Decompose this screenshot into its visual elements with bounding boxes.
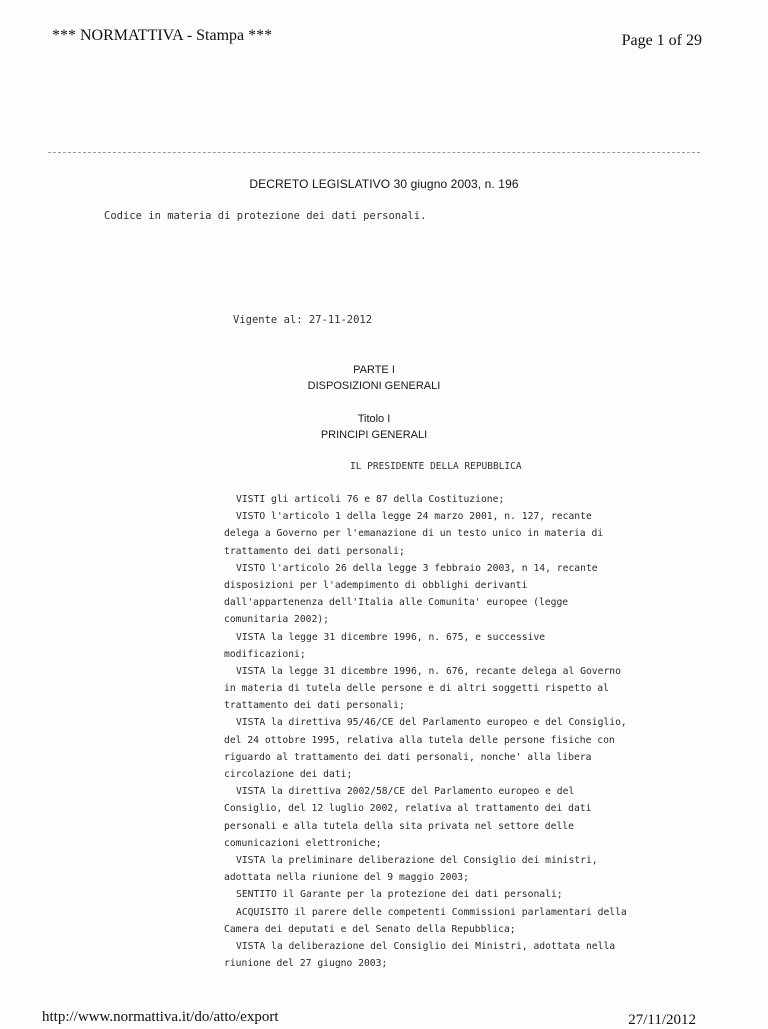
parte-label: PARTE I bbox=[353, 364, 395, 376]
text-line: trattamento dei dati personali; bbox=[224, 545, 405, 557]
preamble-text bbox=[224, 491, 682, 972]
decree-subtitle: Codice in materia di protezione dei dati personali. bbox=[104, 210, 427, 222]
print-header-title: *** NORMATTIVA - Stampa *** bbox=[52, 27, 273, 44]
text-line: SENTITO il Garante per la protezione dei dati personali; bbox=[236, 889, 563, 901]
text-line: trattamento dei dati personali; bbox=[224, 700, 405, 712]
text-line: VISTA la deliberazione del Consiglio dei Ministri, adottata nella bbox=[236, 940, 616, 952]
text-line: modificazioni; bbox=[224, 648, 306, 660]
text-line: dall'appartenenza dell'Italia alle Comunita' europee (legge bbox=[224, 597, 569, 609]
text-line: comunicazioni elettroniche; bbox=[224, 837, 382, 849]
text-line: VISTA la legge 31 dicembre 1996, n. 676, recante delega al Governo bbox=[236, 665, 621, 677]
text-line: VISTO l'articolo 1 della legge 24 marzo 2001, n. 127, recante bbox=[236, 511, 592, 523]
print-date: 27/11/2012 bbox=[628, 1012, 696, 1028]
text-line: del 24 ottobre 1995, relativa alla tutela delle persone fisiche con bbox=[224, 734, 615, 746]
text-line: VISTA la direttiva 95/46/CE del Parlamento europeo e del Consiglio, bbox=[236, 717, 627, 729]
text-line: VISTA la preliminare deliberazione del Consiglio dei ministri, bbox=[236, 854, 598, 866]
vigente-date: Vigente al: 27-11-2012 bbox=[233, 314, 373, 326]
text-line: disposizioni per l'adempimento di obblighi derivanti bbox=[224, 579, 528, 591]
titolo-heading bbox=[292, 411, 456, 443]
decree-title: DECRETO LEGISLATIVO 30 giugno 2003, n. 196 bbox=[249, 177, 519, 191]
text-line: comunitaria 2002); bbox=[224, 614, 329, 626]
parte-heading bbox=[292, 362, 456, 394]
text-line: VISTA la legge 31 dicembre 1996, n. 675, e successive bbox=[236, 631, 546, 643]
text-line: VISTI gli articoli 76 e 87 della Costituzione; bbox=[236, 494, 505, 505]
text-line: ACQUISITO il parere delle competenti Commissioni parlamentari della bbox=[236, 906, 627, 918]
text-line: adottata nella riunione del 9 maggio 2003; bbox=[224, 872, 469, 884]
page-counter: Page 1 of 29 bbox=[621, 32, 702, 49]
text-line: VISTA la direttiva 2002/58/CE del Parlamento europeo e del bbox=[236, 786, 575, 798]
titolo-title: PRINCIPI GENERALI bbox=[320, 429, 428, 441]
text-line: Consiglio, del 12 luglio 2002, relativa al trattamento dei dati bbox=[224, 803, 592, 815]
titolo-label: Titolo I bbox=[357, 413, 391, 425]
text-line: delega a Governo per l'emanazione di un testo unico in materia di bbox=[224, 528, 604, 540]
text-line: personali e alla tutela della sita privata nel settore delle bbox=[224, 820, 574, 832]
text-line: circolazione dei dati; bbox=[224, 769, 353, 780]
president-heading: IL PRESIDENTE DELLA REPUBBLICA bbox=[350, 461, 522, 472]
source-url: http://www.normattiva.it/do/atto/export bbox=[42, 1009, 279, 1025]
header-divider bbox=[48, 152, 700, 153]
text-line: riguardo al trattamento dei dati personali, nonche' alla libera bbox=[224, 751, 592, 763]
text-line: in materia di tutela delle persone e di altri soggetti rispetto al bbox=[224, 683, 609, 695]
text-line: Camera dei deputati e del Senato della Repubblica; bbox=[224, 923, 516, 935]
parte-title: DISPOSIZIONI GENERALI bbox=[307, 380, 441, 392]
text-line: VISTO l'articolo 26 della legge 3 febbraio 2003, n 14, recante bbox=[236, 562, 598, 574]
text-line: riunione del 27 giugno 2003; bbox=[224, 958, 388, 970]
